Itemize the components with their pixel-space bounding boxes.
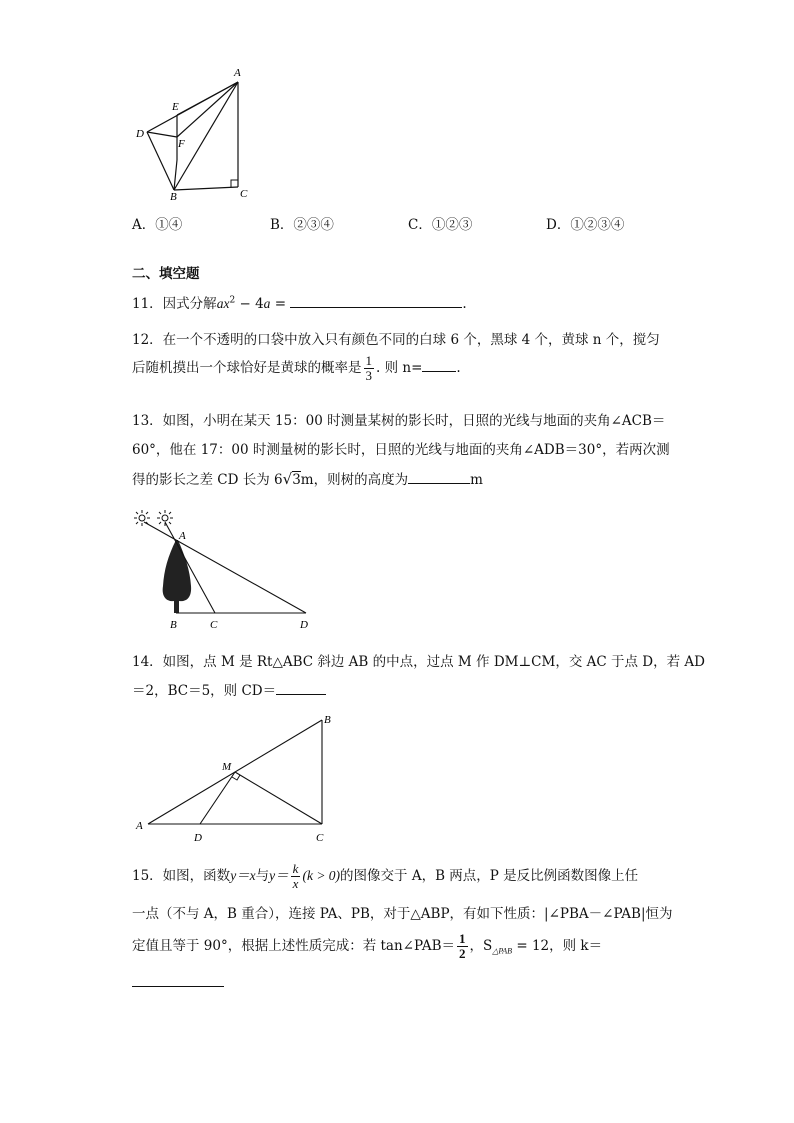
q11-prefix: 11．因式分解 <box>132 296 217 312</box>
q12-text-post: . 则 n= <box>376 360 423 376</box>
question-13-line2: 60°，他在 17：00 时测量树的影长时，日照的光线与地面的夹角∠ADB＝30°，若两次测 <box>132 442 670 458</box>
option-letter: B． <box>270 217 294 233</box>
label-e: E <box>172 101 179 113</box>
figure-quadrilateral <box>130 60 260 200</box>
q15-numerator: k <box>292 861 299 876</box>
right-angle-c <box>231 180 238 187</box>
question-11 <box>132 292 467 312</box>
question-13-line3 <box>132 468 483 488</box>
answer-blank[interactable] <box>276 682 326 695</box>
label-b: B <box>170 191 177 200</box>
label-c: C <box>316 832 324 844</box>
answer-blank[interactable] <box>290 295 462 308</box>
q11-exponent: 2 <box>229 295 236 306</box>
figure-right-triangle <box>130 708 350 848</box>
option-letter: A． <box>132 217 156 233</box>
label-a: A <box>179 530 186 542</box>
question-14-line1: 14．如图，点 M 是 Rt△ABC 斜边 AB 的中点，过点 M 作 DM⊥CM，交 AC 于点 D，若 AD <box>132 654 705 670</box>
segment-mc <box>235 772 322 824</box>
q15-text: 定值且等于 90°，根据上述性质完成：若 tan∠PAB＝ <box>132 938 456 954</box>
option-value: ②③④ <box>293 217 334 233</box>
answer-blank[interactable] <box>132 986 224 987</box>
answer-blank[interactable] <box>408 471 470 484</box>
q14-text: ＝2，BC＝5，则 CD＝ <box>132 683 277 699</box>
option-b <box>270 213 334 233</box>
q15-text-mid: 与 <box>255 868 270 884</box>
label-m: M <box>222 761 232 773</box>
q11-term-b: − 4 <box>235 296 264 312</box>
q15-condition: (k > 0) <box>302 868 341 883</box>
q12-numerator: 1 <box>365 353 372 368</box>
option-letter: D． <box>546 217 571 233</box>
sun-icon <box>157 510 173 526</box>
sqrt-symbol: √ <box>282 470 293 488</box>
question-12-line1: 12．在一个不透明的口袋中放入只有颜色不同的白球 6 个，黑球 4 个，黄球 n 个，搅匀 <box>132 332 660 348</box>
q11-equals: = <box>270 296 291 312</box>
question-15-line1 <box>132 862 638 891</box>
label-d: D <box>194 832 202 844</box>
q15-area-subscript: △PAB <box>492 946 513 956</box>
answer-blank[interactable] <box>422 359 456 372</box>
q15-func-1: y＝x <box>230 868 256 883</box>
q15-text-post: 的图像交于 A，B 两点，P 是反比例函数图像上任 <box>340 868 639 884</box>
option-value: ①②③④ <box>570 217 625 233</box>
q15-tan-numerator: 1 <box>459 931 466 946</box>
question-13-line1: 13．如图，小明在某天 15：00 时测量某树的影长时，日照的光线与地面的夹角∠ACB＝ <box>132 413 666 429</box>
edge-bc <box>174 187 238 190</box>
q15-tan-denominator: 2 <box>459 946 466 961</box>
edge-ab <box>174 82 238 190</box>
section-title: 二、填空题 <box>132 266 200 282</box>
label-a: A <box>136 820 143 832</box>
q15-text: 15．如图，函数 <box>132 868 231 884</box>
option-c <box>408 213 472 233</box>
question-12-line2 <box>132 354 461 383</box>
q13-unit: m <box>470 472 483 488</box>
q12-denominator: 3 <box>365 368 372 383</box>
q15-fraction-k <box>291 862 301 891</box>
q15-fraction-tan <box>457 932 468 961</box>
q15-denominator: x <box>292 876 299 891</box>
q12-fraction <box>364 354 375 383</box>
q11-term-a: ax <box>216 296 230 311</box>
label-f: F <box>178 138 185 150</box>
option-value: ①②③ <box>431 217 473 233</box>
option-a <box>132 213 182 233</box>
label-d: D <box>136 128 144 140</box>
question-15-line3 <box>132 932 602 961</box>
q11-end: . <box>462 296 467 312</box>
edge-df <box>147 132 177 137</box>
q15-func-2: y＝ <box>269 868 289 883</box>
q11-term-c: a <box>263 296 271 311</box>
figure-tree-shadow <box>130 506 330 636</box>
label-d: D <box>300 619 308 631</box>
option-value: ①④ <box>155 217 183 233</box>
label-c: C <box>240 188 248 200</box>
segment-md <box>200 772 235 824</box>
label-c: C <box>210 619 218 631</box>
q12-text: 后随机摸出一个球恰好是黄球的概率是 <box>132 360 362 376</box>
q13-radicand: 3 <box>292 472 301 488</box>
question-14-line2 <box>132 679 326 699</box>
option-letter: C． <box>408 217 432 233</box>
q12-end: . <box>456 360 461 376</box>
label-b: B <box>170 619 177 631</box>
label-b: B <box>324 714 331 726</box>
right-angle-m <box>232 775 240 780</box>
edge-db <box>147 132 174 190</box>
label-a: A <box>234 67 241 79</box>
option-d <box>546 213 624 233</box>
tree-icon <box>163 540 191 613</box>
q15-area-symbol: ，S <box>469 938 493 954</box>
question-15-line2: 一点（不与 A，B 重合），连接 PA、PB，对于△ABP，有如下性质：|∠PBA－∠PAB|恒为 <box>132 906 673 922</box>
q13-text-mid: m，则树的高度为 <box>300 472 409 488</box>
q15-text-eq: = 12，则 k＝ <box>512 938 603 954</box>
q13-text: 得的影长之差 CD 长为 6 <box>132 472 283 488</box>
